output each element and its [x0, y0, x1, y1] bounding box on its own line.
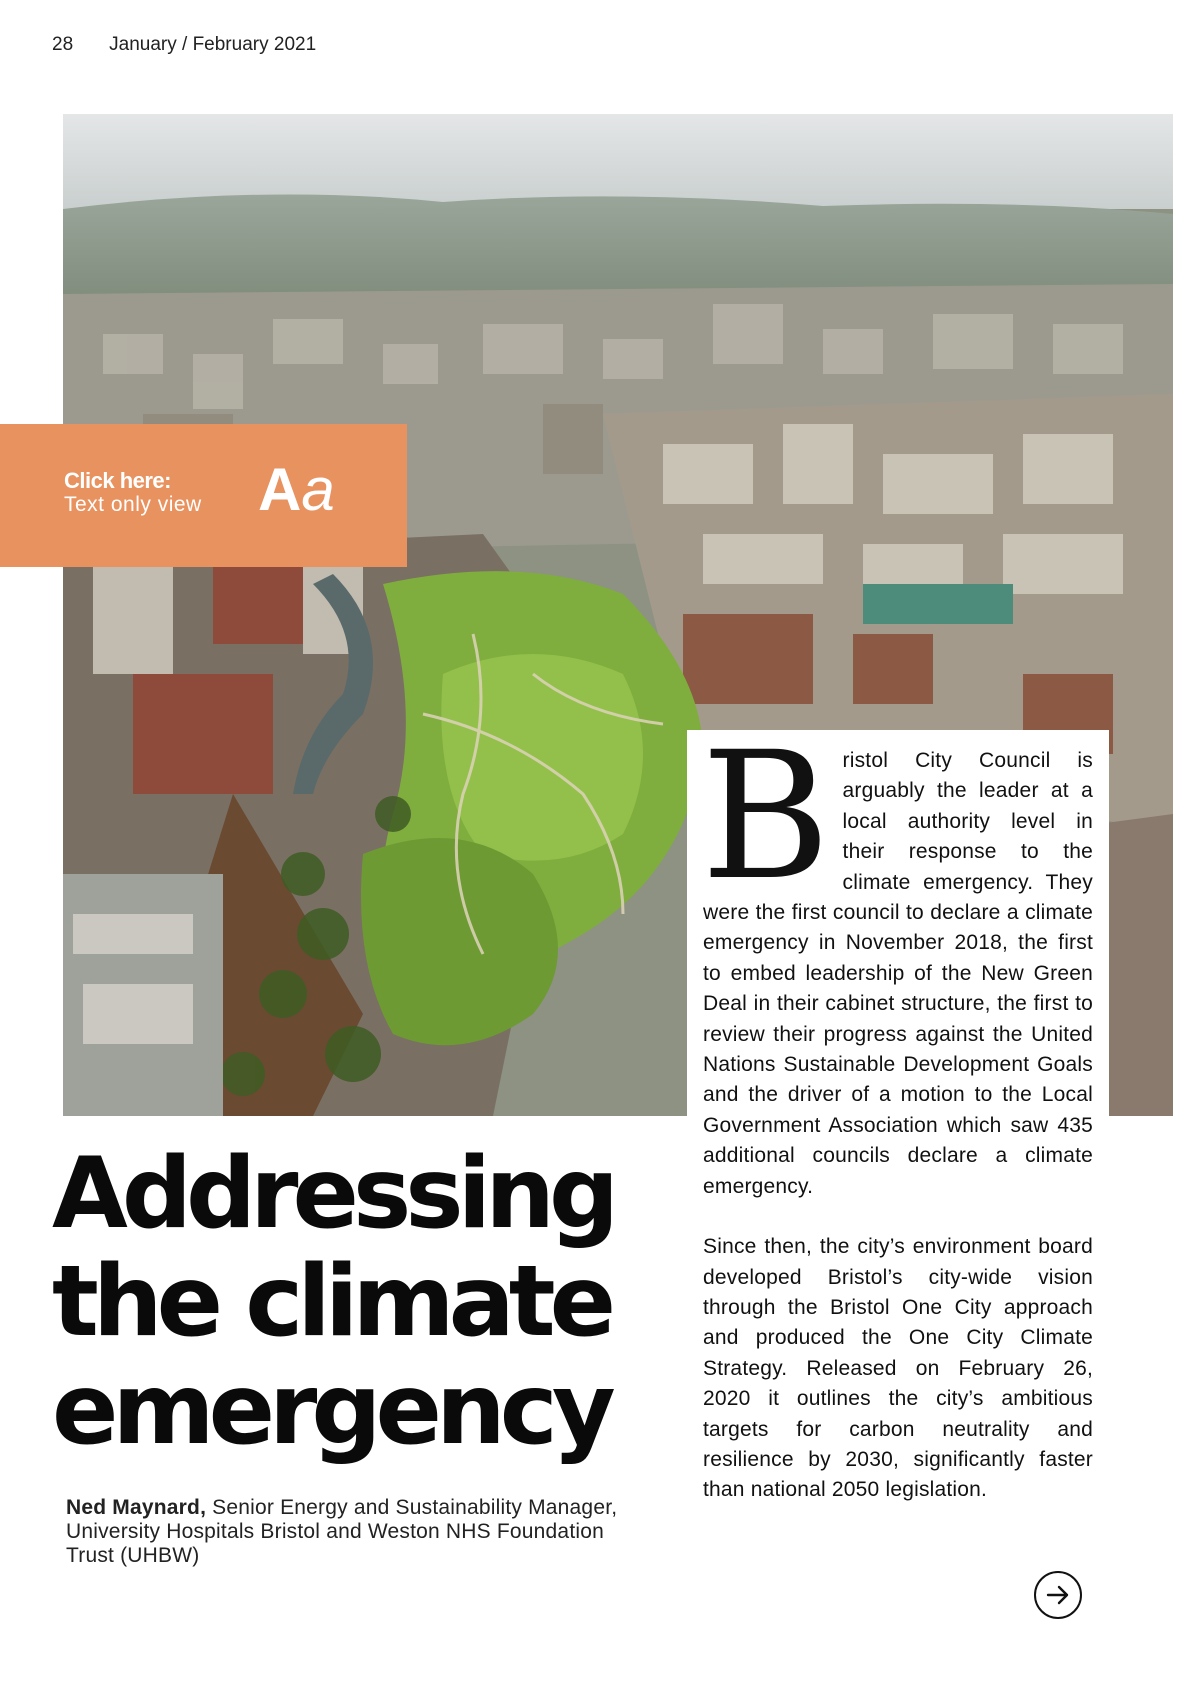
- page-number: 28: [52, 34, 74, 55]
- text-only-view-tab[interactable]: [0, 424, 407, 567]
- headline-line-2: the climate: [52, 1245, 611, 1359]
- headline-line-3: emergency: [52, 1353, 610, 1467]
- tab-click-here-label: Click here:: [64, 468, 171, 493]
- author-name: Ned Maynard,: [66, 1496, 207, 1519]
- arrow-right-circle-icon: [1045, 1582, 1071, 1608]
- paragraph-1-text: ristol City Council is arguably the leader at a local authority level in their response to the climate emergency. They were the first council to declare a climate emergency in November 2018, the first to embed leadership of the New Green Deal in their cabinet structure, the first to review their progress against the United Nations Sustainable Development Goals and the driver of a motion to the Local Government Association which saw 435 additional councils declare a climate emergency.: [703, 749, 1093, 1198]
- author-role: Senior Energy and Sustainability Manager, University Hospitals Bristol and Weston NHS Foundation Trust (UHBW): [66, 1496, 618, 1567]
- dropcap-letter: B: [701, 714, 831, 919]
- aa-italic-glyph: a: [301, 456, 335, 523]
- page-header: [52, 34, 316, 56]
- tab-text-only-label: Text only view: [64, 493, 202, 516]
- next-page-button[interactable]: [1034, 1571, 1082, 1619]
- paragraph-2: Since then, the city’s environment board developed Bristol’s city-wide vision through the Bristol One City approach and produced the One City Climate Strategy. Released on February 26, 2020 it outlines the city’s ambitious targets for carbon neutrality and resilience by 2030, significantly faster than national 2050 legislation.: [703, 1235, 1093, 1502]
- paragraph-1: [701, 714, 1093, 1202]
- article-body: [701, 714, 1093, 1506]
- byline: [66, 1496, 626, 1568]
- font-aa-icon: [258, 456, 335, 523]
- issue-date: January / February 2021: [109, 34, 317, 55]
- article-headline: [52, 1137, 652, 1467]
- headline-line-1: Addressing: [52, 1137, 614, 1251]
- aa-bold-glyph: A: [258, 456, 302, 523]
